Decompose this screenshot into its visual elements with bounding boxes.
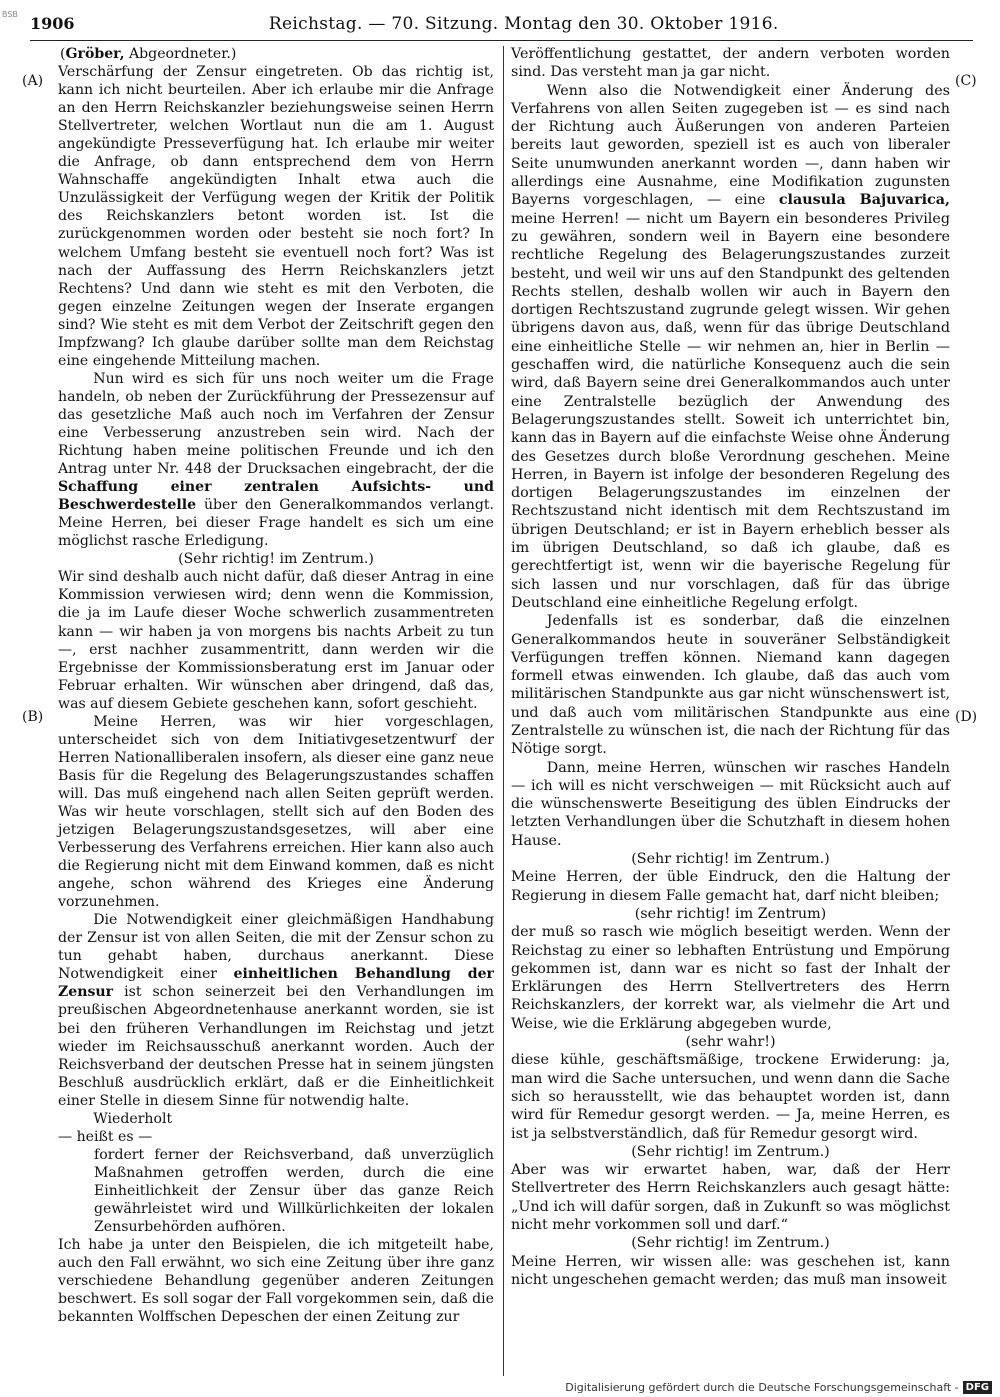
paragraph: Meine Herren, der üble Eindruck, den die Haltung der Regierung in diesem Falle gemacht hat, darf nicht bleiben; bbox=[511, 869, 950, 904]
interjection: (sehr wahr!) bbox=[685, 1034, 776, 1051]
paragraph: Wir sind deshalb auch nicht dafür, daß dieser Antrag in eine Kommission verwiesen wird; denn wenn die Kommission, die ja im Laufe dieser Woche schwerlich zusammentreten kann — wir haben ja von morgens bis nachts Arbeit zu tun —, erst nachher zusammentritt, dann werden wir die Ergebnisse der Kommissionsberatung erst im Januar oder Februar erhalten. Wir wünschen aber dringend, daß das, was auf diesem Gebiete geschehen kann, sofort geschieht. bbox=[58, 569, 494, 712]
paragraph: Verschärfung der Zensur eingetreten. Ob das richtig ist, kann ich nicht beurteilen. Aber ich erlaube mir die Anfrage an den Herrn Reichskanzler beziehungsweise seinen Herrn Stellvertreter, welchen Wortlaut nun die am 1. August angekündigte Presseverfügung hat. Ich erlaube mir weiter die Anfrage, ob dann entsprechend dem von Herrn Wahnschaffe angekündigten Inhalt etwa auch die Unzulässigkeit der Verfügung wegen der Kritik der Politik des Reichskanzlers betont worden ist. Ist die zurückgenommen worden oder besteht sie noch fort? In welchem Umfang besteht sie eventuell noch fort? Was ist nach der Auffassung des Herrn Reichskanzlers jetzt Rechtens? Und dann wie steht es mit den Verboten, die gegen einzelne Zeitungen wegen der Inserate ergangen sind? Wie steht es mit dem Verbot der Zeitschrift gegen den Impfzwang? Ich glaube darüber sollte man dem Reichstag eine eingehende Mitteilung machen. bbox=[58, 64, 494, 369]
bold-phrase: einheitlichen Behandlung der Zensur bbox=[58, 966, 494, 1001]
wiederholt-line: Wiederholt bbox=[93, 1110, 173, 1127]
paragraph: Die Notwendigkeit einer gleichmäßigen Handhabung der Zensur ist von allen Seiten, die mit der Zensur schon zu tun gehabt haben, durchaus anerkannt. Diese Notwendigkeit einer einheitlichen Behandlung der Zensur ist schon seinerzeit bei den Verhandlungen im preußischen Abgeordnetenhause anerkannt worden, sie ist bei den früheren Verhandlungen im Reichstag und jetzt wieder im Reichsausschuß anerkannt worden. Auch der Reichsverband der deutschen Presse hat in seinem jüngsten Beschluß ausdrücklich erklärt, daß er die Einheitlichkeit einer Stelle in diesem Sinne für notwendig halte. bbox=[58, 912, 495, 1109]
quoted-resolution: fordert ferner der Reichsverband, daß unverzüglich Maßnahmen getroffen werden, durch die eine Einheitlichkeit der Zensur über das ganze Reich gewährleistet wird und Willkürlichkeiten der lokalen Zensurbehörden aufhören. bbox=[94, 1146, 494, 1236]
digitization-footer bbox=[565, 1381, 992, 1394]
paragraph: Veröffentlichung gestattet, der andern verboten worden sind. Das versteht man ja gar nicht. bbox=[511, 46, 950, 81]
paragraph: Meine Herren, was wir hier vorgeschlagen, unterscheidet sich von dem Initiativgesetzentwurf der Herren Nationalliberalen insofern, als dieser eine ganz neue Basis für die Regelung des Belagerungszustandes schaffen will. Das muß eingehend nach allen Seiten geprüft werden. Was wir heute vorschlagen, stellt sich auf den Boden des jetzigen Belagerungszustandsgesetzes, will aber eine Verbesserung des Verfahrens erreichen. Hier kann also auch die Regierung nicht mit dem Einwand kommen, daß es nicht angehe, schon während des Krieges eine Änderung vorzunehmen. bbox=[58, 713, 494, 911]
paragraph: Wenn also die Notwendigkeit einer Änderung des Verfahrens von allen Seiten zugegeben ist — es sind nach der Richtung auch Äußerungen von anderen Parteien bereits laut geworden, speziell ist es auch von liberaler Seite unumwunden anerkannt worden —, dann haben wir allerdings eine Ausnahme, eine Modifikation zugunsten Bayerns vorgeschlagen, — eine clausula Bajuvarica, meine Herren! — nicht um Bayern ein besonderes Privileg zu gewähren, sondern weil in Bayern eine besondere rechtliche Regelung des Belagerungszustandes zurzeit besteht, und weil wir uns auf den Standpunkt des geltenden Rechts stellen, deshalb wollen wir auch in Bayern den dortigen Rechtszustand zugrunde gelegt wissen. Wir gehen übrigens davon aus, daß, wenn für das übrige Deutschland eine einheitliche Stelle — wir nehmen an, hier in Berlin — geschaffen wird, die natürliche Konsequenz auch die sein wird, daß Bayern seine drei Generalkommandos auch unter eine Zentralstelle bezüglich der Anwendung des Belagerungszustandes stellt. Soweit ich unterrichtet bin, kann das in Bayern auf die einfachste Weise ohne Änderung des Gesetzes durch bloße Verordnung geschehen. Meine Herren, in Bayern ist infolge der besonderen Regelung des dortigen Belagerungszustandes im einzelnen der Rechtszustand nicht identisch mit dem Rechtszustand im übrigen Deutschland; er ist in Bayern erheblich besser als im übrigen Deutschland, so daß ich glaube, daß es gerechtfertigt ist, wenn wir die bayerische Regelung für sich lassen und nur vorschlagen, daß für das übrige Deutschland eine einheitliche Regelung erfolgt. bbox=[511, 82, 950, 611]
interjection: (Sehr richtig! im Zentrum.) bbox=[631, 1143, 830, 1160]
page-header bbox=[30, 14, 973, 38]
speaker-name: Gröber, bbox=[65, 46, 125, 62]
interjection: (Sehr richtig! im Zentrum.) bbox=[631, 1235, 830, 1252]
paragraph: Ich habe ja unter den Beispielen, die ich mitgeteilt habe, auch den Fall erwähnt, wo sich eine Zeitung über ihre ganz verschiedene Behandlung gegenüber anderen Zeitungen beschwert. Es soll sogar der Fall vorgekommen sein, daß die bekannten Wolffschen Depeschen der einen Zeitung zur bbox=[58, 1237, 494, 1326]
library-stamp: BSB bbox=[2, 10, 18, 19]
header-rule bbox=[30, 40, 973, 41]
paragraph: Meine Herren, wir wissen alle: was geschehen ist, kann nicht ungeschehen gemacht werden; das muß man insoweit bbox=[511, 1253, 950, 1288]
margin-mark-b: (B) bbox=[22, 709, 44, 725]
speaker-role: Abgeordneter.) bbox=[128, 46, 237, 62]
speaker-line: (Gröber, Abgeordneter.) bbox=[60, 46, 237, 62]
paragraph: Jedenfalls ist es sonderbar, daß die einzelnen Generalkommandos heute in souveräner Selbständigkeit Verfügungen treffen können. Niemand kann dagegen formell etwas einwenden. Ich glaube, daß das auch vom militärischen Standpunkte aus gar nicht wünschenswert ist, und daß auch vom militärischen Standpunkte aus eine Zentralstelle zu wünschen ist, die nach der Richtung für das Nötige sorgt. bbox=[511, 613, 950, 758]
dfg-logo: DFG bbox=[963, 1381, 992, 1394]
footer-text: Digitalisierung gefördert durch die Deutsche Forschungsgemeinschaft - bbox=[565, 1381, 959, 1394]
interjection: (sehr richtig! im Zentrum) bbox=[634, 905, 827, 922]
margin-mark-a: (A) bbox=[22, 73, 44, 89]
left-column bbox=[58, 45, 494, 1326]
paragraph: diese kühle, geschäftsmäßige, trockene Erwiderung: ja, man wird die Sache untersuchen, und wenn dann die Sache sich so herausstellt, wie das behauptet worden ist, dann wird für Remedur gesorgt werden. — Ja, meine Herren, es ist ja selbstverständlich, daß für Remedur gesorgt wird. bbox=[511, 1052, 950, 1142]
column-divider bbox=[503, 46, 504, 1376]
page-number: 1906 bbox=[30, 14, 75, 33]
heisst-line: — heißt es — bbox=[58, 1128, 153, 1145]
running-title: Reichstag. — 70. Sitzung. Montag den 30. Oktober 1916. bbox=[268, 14, 779, 34]
margin-mark-c: (C) bbox=[955, 73, 977, 89]
interjection: (Sehr richtig! im Zentrum.) bbox=[631, 851, 830, 868]
paragraph: Aber was wir erwartet haben, war, daß der Herr Stellvertreter des Herrn Reichskanzlers auch gesagt hätte: „Und ich will dafür sorgen, daß in Zukunft so was möglichst nicht mehr vorkommen soll und darf.“ bbox=[511, 1162, 950, 1233]
right-column bbox=[511, 45, 950, 1289]
paragraph: Nun wird es sich für uns noch weiter um die Frage handeln, ob neben der Zurückführung der Pressezensur auf das gesetzliche Maß auch noch im Verfahren der Zensur eine Verbesserung anzustreben sein wird. Nach der Richtung haben meine politischen Freunde und ich den Antrag unter Nr. 448 der Drucksachen eingebracht, der die Schaffung einer zentralen Aufsichts- und Beschwerdestelle über den Generalkommandos verlangt. Meine Herren, bei dieser Frage handelt es sich um eine möglichst rasche Erledigung. bbox=[58, 370, 494, 550]
bold-phrase: clausula Bajuvarica, bbox=[778, 192, 950, 209]
interjection: (Sehr richtig! im Zentrum.) bbox=[178, 551, 374, 568]
margin-mark-d: (D) bbox=[955, 709, 978, 725]
paragraph: der muß so rasch wie möglich beseitigt werden. Wenn der Reichstag zu einer so lebhaften Entrüstung und Empörung gekommen ist, dann war es nicht so fast der Inhalt der Erklärungen des Herrn Stellvertreters des Herrn Reichskanzlers, der korrekt war, als vielmehr die Art und Weise, wie die Erklärung abgegeben wurde, bbox=[511, 924, 950, 1032]
paragraph: Dann, meine Herren, wünschen wir rasches Handeln — ich will es nicht verschweigen — mit Rücksicht auch auf die wünschenswerte Beseitigung des üblen Eindrucks der letzten Verhandlungen über die Schutzhaft in diesem hohen Hause. bbox=[511, 759, 950, 849]
bold-phrase: Schaffung einer zentralen Aufsichts- und Beschwerdestelle bbox=[58, 479, 494, 514]
